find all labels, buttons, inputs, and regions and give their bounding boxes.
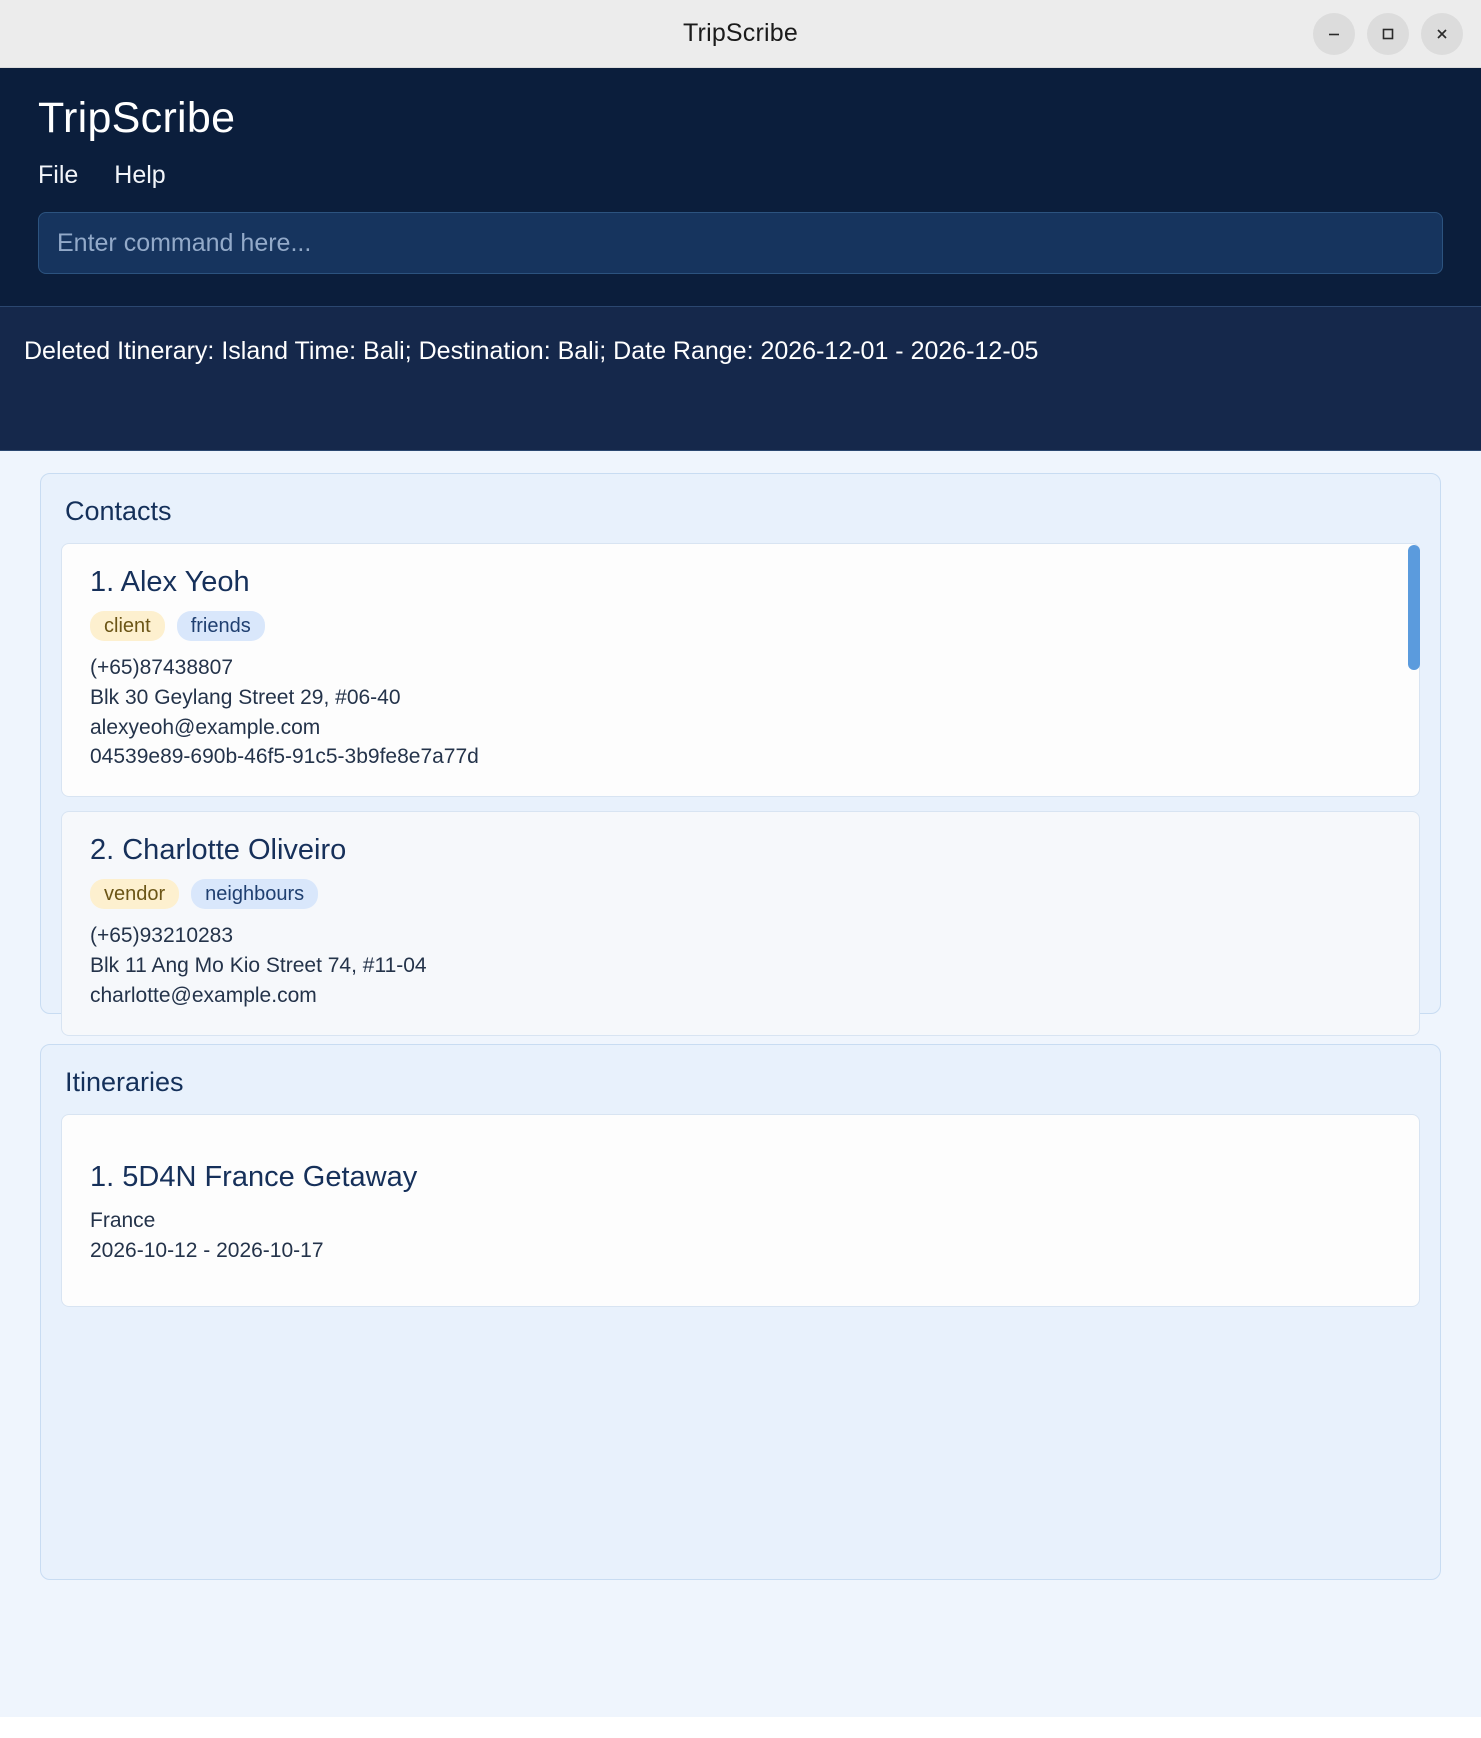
contact-tags (90, 611, 1391, 641)
itinerary-dates: 2026-10-12 - 2026-10-17 (90, 1238, 324, 1262)
window-titlebar (0, 0, 1481, 68)
itineraries-panel (40, 1044, 1441, 1580)
window-controls (1313, 0, 1463, 68)
main-content (0, 451, 1481, 1717)
minimize-icon (1326, 26, 1342, 42)
contact-id: 04539e89-690b-46f5-91c5-3b9fe8e7a77d (90, 745, 479, 769)
maximize-icon (1380, 26, 1396, 42)
contact-address: Blk 11 Ang Mo Kio Street 74, #11-04 (90, 954, 427, 978)
app-title: TripScribe (38, 94, 236, 142)
contacts-scrollbar[interactable] (1408, 543, 1420, 993)
contact-tag[interactable]: friends (177, 611, 265, 641)
app-header (0, 68, 1481, 306)
contact-card[interactable] (61, 543, 1420, 797)
contacts-panel-title: Contacts (65, 496, 172, 526)
contact-email: charlotte@example.com (90, 983, 317, 1007)
itinerary-destination: France (90, 1209, 156, 1232)
contact-tag[interactable]: neighbours (191, 879, 318, 909)
itinerary-name: 1. 5D4N France Getaway (90, 1161, 418, 1193)
itineraries-list[interactable] (61, 1114, 1420, 1559)
itinerary-card[interactable] (61, 1114, 1420, 1307)
close-icon (1434, 26, 1450, 42)
contacts-scrollbar-thumb[interactable] (1408, 545, 1420, 670)
minimize-button[interactable] (1313, 13, 1355, 55)
maximize-button[interactable] (1367, 13, 1409, 55)
contact-name: 1. Alex Yeoh (90, 566, 250, 598)
menu-item-file[interactable]: File (38, 161, 79, 189)
contact-tags (90, 879, 1391, 909)
command-box-wrapper (38, 212, 1443, 306)
result-display: Deleted Itinerary: Island Time: Bali; Destination: Bali; Date Range: 2026-12-01 - 2026-12-05 (0, 306, 1481, 451)
contact-email: alexyeoh@example.com (90, 715, 321, 739)
menu-bar (38, 161, 1443, 212)
contact-tag[interactable]: vendor (90, 879, 179, 909)
contact-phone: (+65)87438807 (90, 656, 234, 679)
contact-card[interactable] (61, 811, 1420, 1035)
contact-address: Blk 30 Geylang Street 29, #06-40 (90, 685, 401, 709)
contact-name: 2. Charlotte Oliveiro (90, 834, 347, 867)
close-button[interactable] (1421, 13, 1463, 55)
contacts-list[interactable] (61, 543, 1420, 1007)
contact-phone: (+65)93210283 (90, 924, 234, 948)
itineraries-panel-title: Itineraries (65, 1067, 184, 1097)
window-title: TripScribe (683, 19, 798, 47)
command-input[interactable] (38, 212, 1443, 274)
contact-tag[interactable]: client (90, 611, 165, 641)
menu-item-help[interactable]: Help (114, 161, 166, 189)
contacts-panel (40, 473, 1441, 1014)
